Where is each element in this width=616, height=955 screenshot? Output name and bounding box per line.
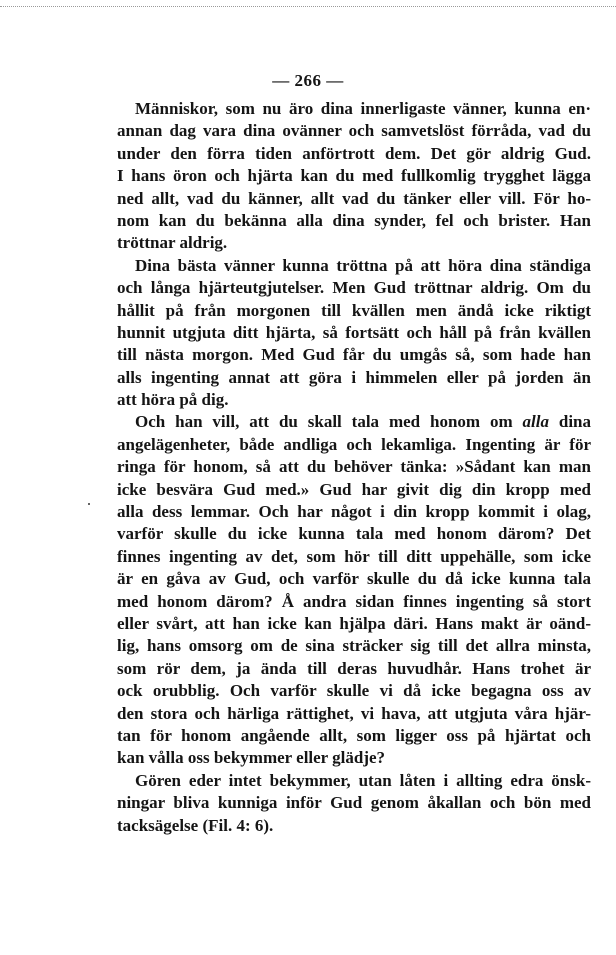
text-line: att höra på dig. [117,390,229,410]
text-run: Och han vill, att du skall tala med honom om [135,412,523,432]
text-line: finnes ingenting av det, som hör till ditt uppehälle, som icke [117,546,591,566]
text-line: angelägenheter, både andliga och lekamliga. Ingenting är för [117,434,591,454]
text-line: eller svårt, att han icke kan hjälpa däri. Hans makt är oänd- [117,613,591,633]
text-line: alls ingenting annat att göra i himmelen eller på jorden än [117,367,591,387]
text-line: ned allt, vad du känner, allt vad du tänker eller vill. För ho- [117,188,591,208]
text-line: ringa för honom, så att du behöver tänka: »Sådant kan man [117,457,591,477]
text-line: Dina bästa vänner kunna tröttna på att höra dina ständiga [135,255,591,275]
text-line: varför skulle du icke kunna tala med honom därom? Det [117,524,591,544]
page-number: — 266 — [272,71,344,90]
paragraph-3 [117,411,591,769]
text-line [117,411,591,433]
paragraph-4 [117,770,591,837]
text-line: Gören eder intet bekymmer, utan låten i allting edra önsk- [135,770,591,790]
text-line: nom kan du bekänna alla dina synder, fel och brister. Han [117,210,591,230]
paragraph-2 [117,255,591,412]
text-line: Människor, som nu äro dina innerligaste vänner, kunna en· [135,99,591,118]
text-line: med honom därom? Å andra sidan finnes ingenting så stort [117,591,591,611]
text-line: och långa hjärteutgjutelser. Men Gud tröttnar aldrig. Om du [117,278,591,298]
text-line: tacksägelse (Fil. 4: 6). [117,815,274,835]
text-line: under den förra tiden anförtrott dem. Det gör aldrig Gud. [117,143,591,163]
text-line: annan dag vara dina ovänner och samvetslöst förråda, vad du [117,121,591,141]
text-line: är en gåva av Gud, och varför skulle du då icke kunna tala [117,569,591,589]
text-line: I hans öron och hjärta kan du med fullkomlig trygghet lägga [117,166,591,186]
paragraph-1 [117,98,591,255]
text-line: som rör dem, ja ända till deras huvudhår. Hans trohet är [117,658,591,678]
text-line: ningar bliva kunniga inför Gud genom åkallan och bön med [117,793,591,813]
text-line: tan för honom angående allt, som ligger oss på hjärtat och [117,725,591,745]
top-edge-rule [0,6,616,7]
text-line: till nästa morgon. Med Gud får du umgås så, som hade han [117,345,591,365]
text-line: ock orubblig. Och varför skulle vi då icke begagna oss av [117,681,591,701]
text-line: tröttnar aldrig. [117,233,228,253]
text-line: hunnit utgjuta ditt hjärta, så fortsätt och håll på från kvällen [117,322,591,342]
text-line: hållit på från morgonen till kvällen men ändå icke riktigt [117,300,591,320]
margin-speck [88,503,90,505]
body-text [117,98,591,837]
text-line: alla dess lemmar. Och har något i din kropp kommit i olag, [117,502,591,522]
emphasized-word: alla [522,412,549,432]
text-line: kan vålla oss bekymmer eller glädje? [117,748,386,768]
text-line: icke besvära Gud med.» Gud har givit dig din kropp med [117,479,591,499]
text-run: dina [548,412,591,432]
text-line: lig, hans omsorg om de sina sträcker sig till det allra minsta, [117,636,591,656]
text-line: den stora och härliga rättighet, vi hava, att utgjuta våra hjär- [117,703,591,723]
